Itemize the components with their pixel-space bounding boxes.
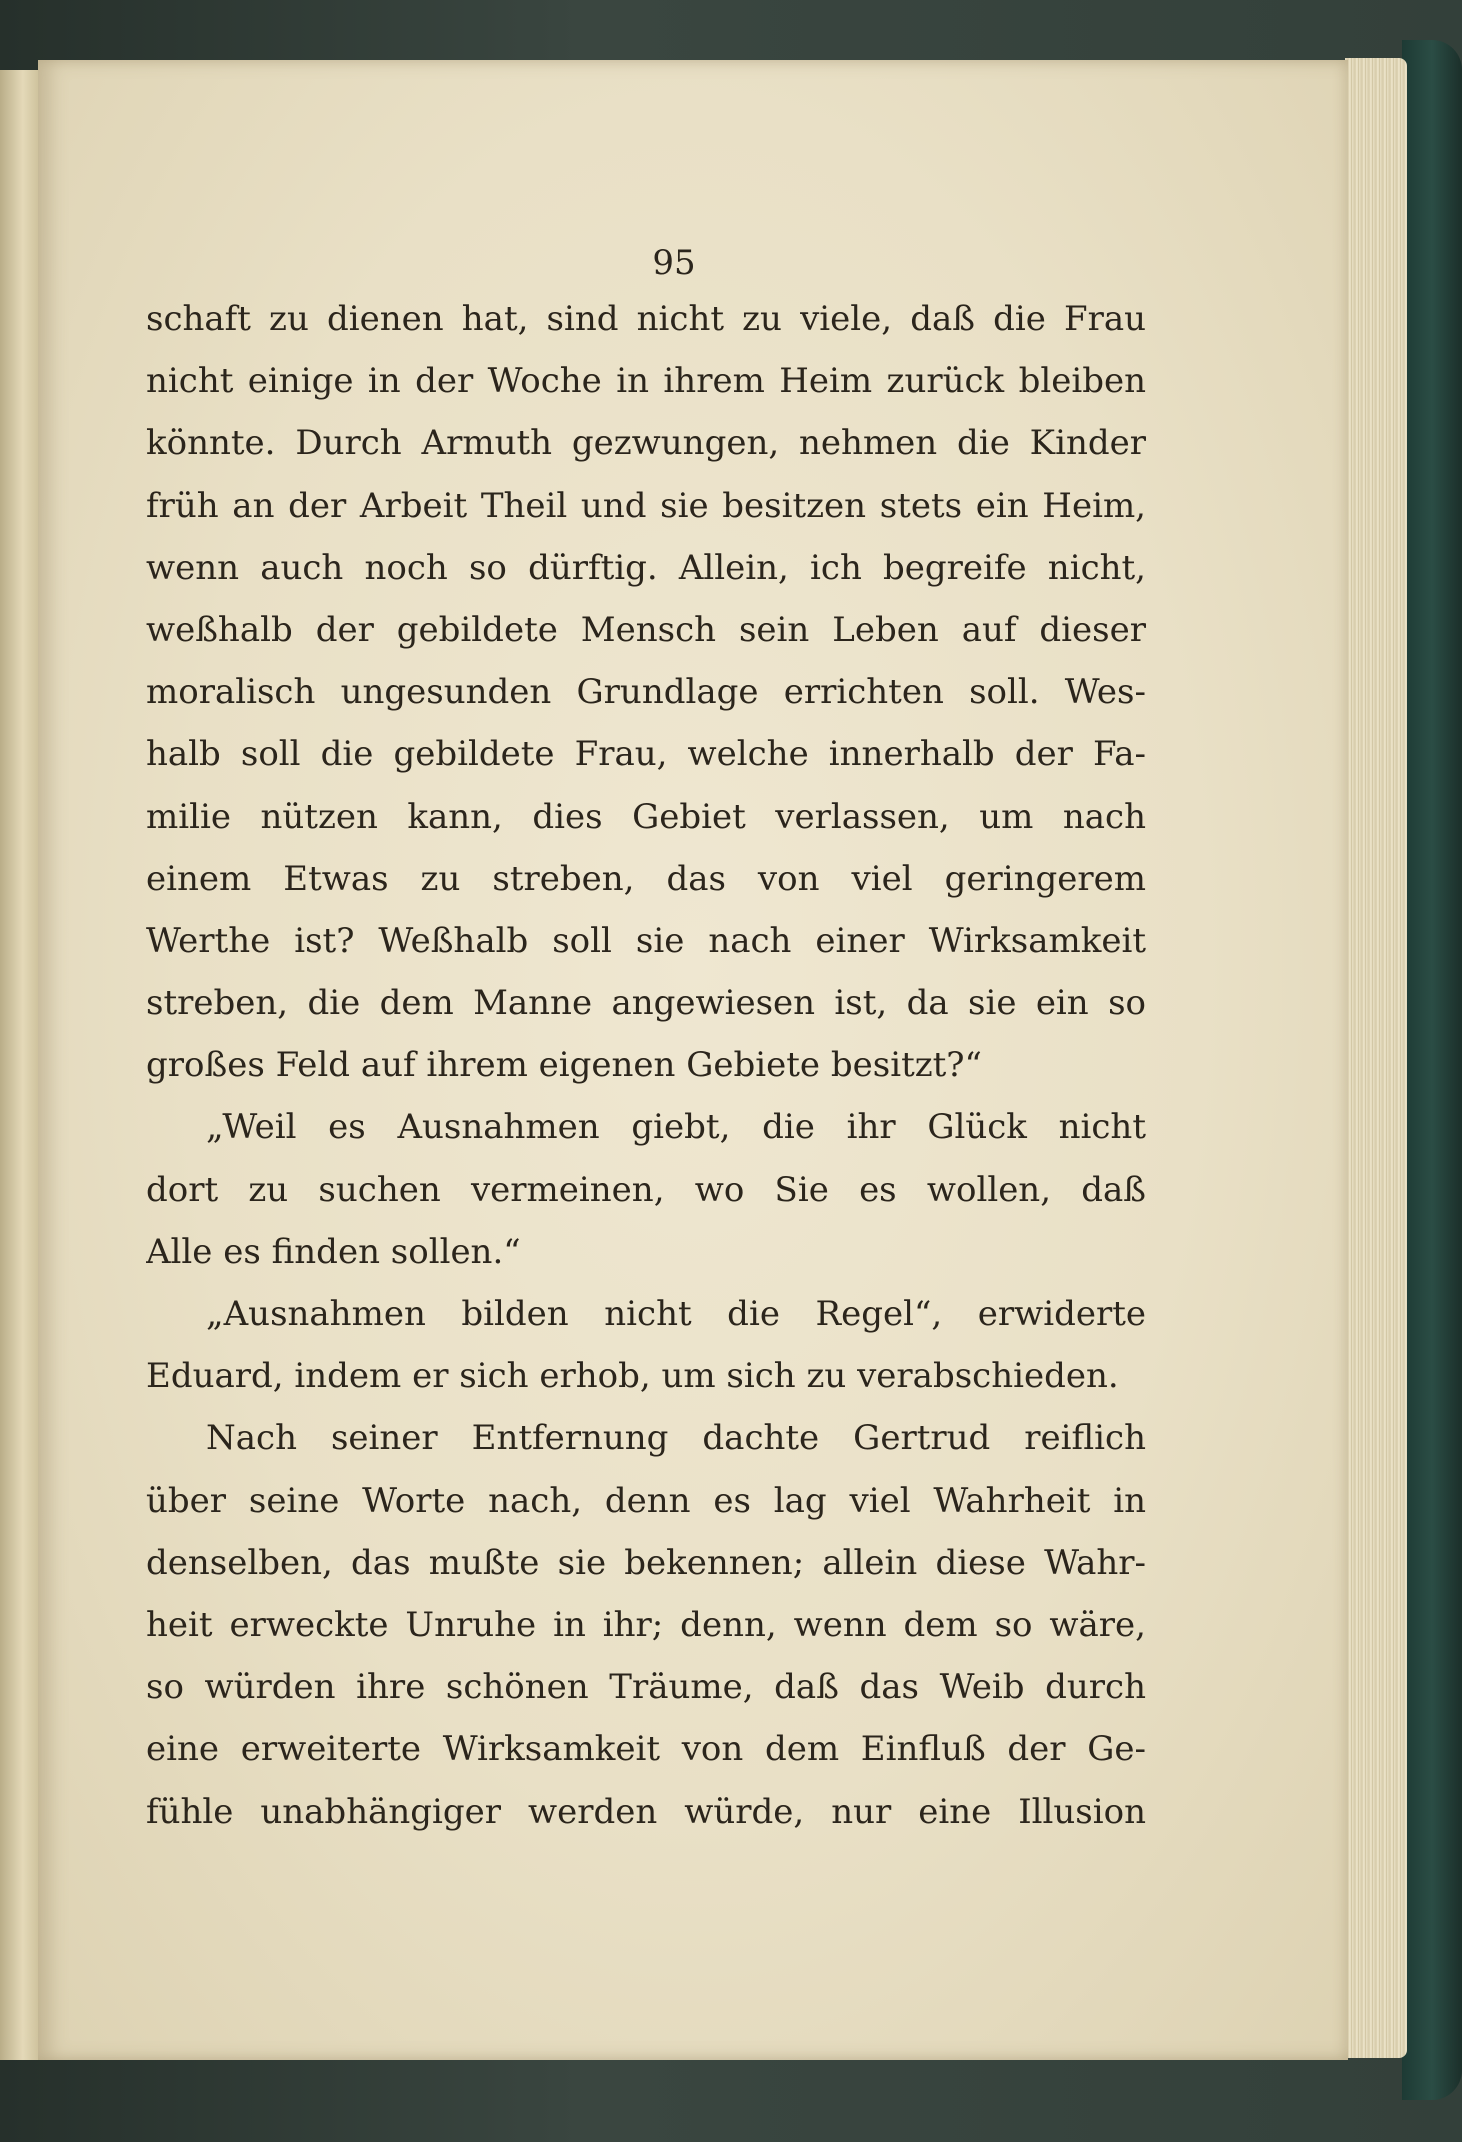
text-line: so würden ihre schönen Träume, daß das Weib durch	[146, 1667, 1146, 1708]
text-line: großes Feld auf ihrem eigenen Gebiete besitzt?“	[146, 1045, 982, 1086]
body-text	[146, 288, 1146, 1843]
text-line: „Ausnahmen bilden nicht die Regel“, erwiderte	[206, 1294, 1146, 1334]
text-line: könnte. Durch Armuth gezwungen, nehmen die Kinder	[146, 423, 1146, 464]
cover-edge	[1402, 40, 1462, 2100]
book-page	[38, 60, 1348, 2060]
text-line: eine erweiterte Wirksamkeit von dem Einfluß der Ge-	[146, 1729, 1146, 1770]
text-line: moralisch ungesunden Grundlage errichten soll. Wes-	[146, 672, 1146, 713]
text-line: weßhalb der gebildete Mensch sein Leben auf dieser	[146, 609, 1146, 650]
text-line: früh an der Arbeit Theil und sie besitzen stets ein Heim,	[146, 485, 1146, 526]
page-block-edges	[1345, 58, 1407, 2058]
text-line: Werthe ist? Weßhalb soll sie nach einer Wirksamkeit	[146, 920, 1146, 961]
text-line: einem Etwas zu streben, das von viel geringerem	[146, 858, 1146, 899]
text-line: heit erweckte Unruhe in ihr; denn, wenn dem so wäre,	[146, 1604, 1146, 1645]
text-line: über seine Worte nach, denn es lag viel Wahrheit in	[146, 1480, 1146, 1521]
text-line: nicht einige in der Woche in ihrem Heim zurück bleiben	[146, 361, 1146, 402]
text-line: streben, die dem Manne angewiesen ist, da sie ein so	[146, 983, 1146, 1024]
text-line: Nach seiner Entfernung dachte Gertrud reiflich	[206, 1418, 1146, 1459]
facing-page-edge	[0, 70, 38, 2060]
text-line: „Weil es Ausnahmen giebt, die ihr Glück nicht	[206, 1107, 1146, 1148]
text-line: milie nützen kann, dies Gebiet verlassen, um nach	[146, 796, 1146, 837]
text-line: dort zu suchen vermeinen, wo Sie es wollen, daß	[146, 1169, 1146, 1210]
text-line: denselben, das mußte sie bekennen; allein diese Wahr-	[146, 1542, 1146, 1583]
text-line: schaft zu dienen hat, sind nicht zu viele, daß die Frau	[146, 299, 1146, 339]
text-line: wenn auch noch so dürftig. Allein, ich begreife nicht,	[146, 547, 1146, 588]
page-number: 95	[652, 243, 696, 283]
text-line: Alle es finden sollen.“	[146, 1231, 521, 1272]
text-line: fühle unabhängiger werden würde, nur eine Illusion	[146, 1791, 1146, 1832]
text-line: halb soll die gebildete Frau, welche innerhalb der Fa-	[146, 734, 1146, 775]
text-line: Eduard, indem er sich erhob, um sich zu verabschieden.	[146, 1356, 1119, 1397]
